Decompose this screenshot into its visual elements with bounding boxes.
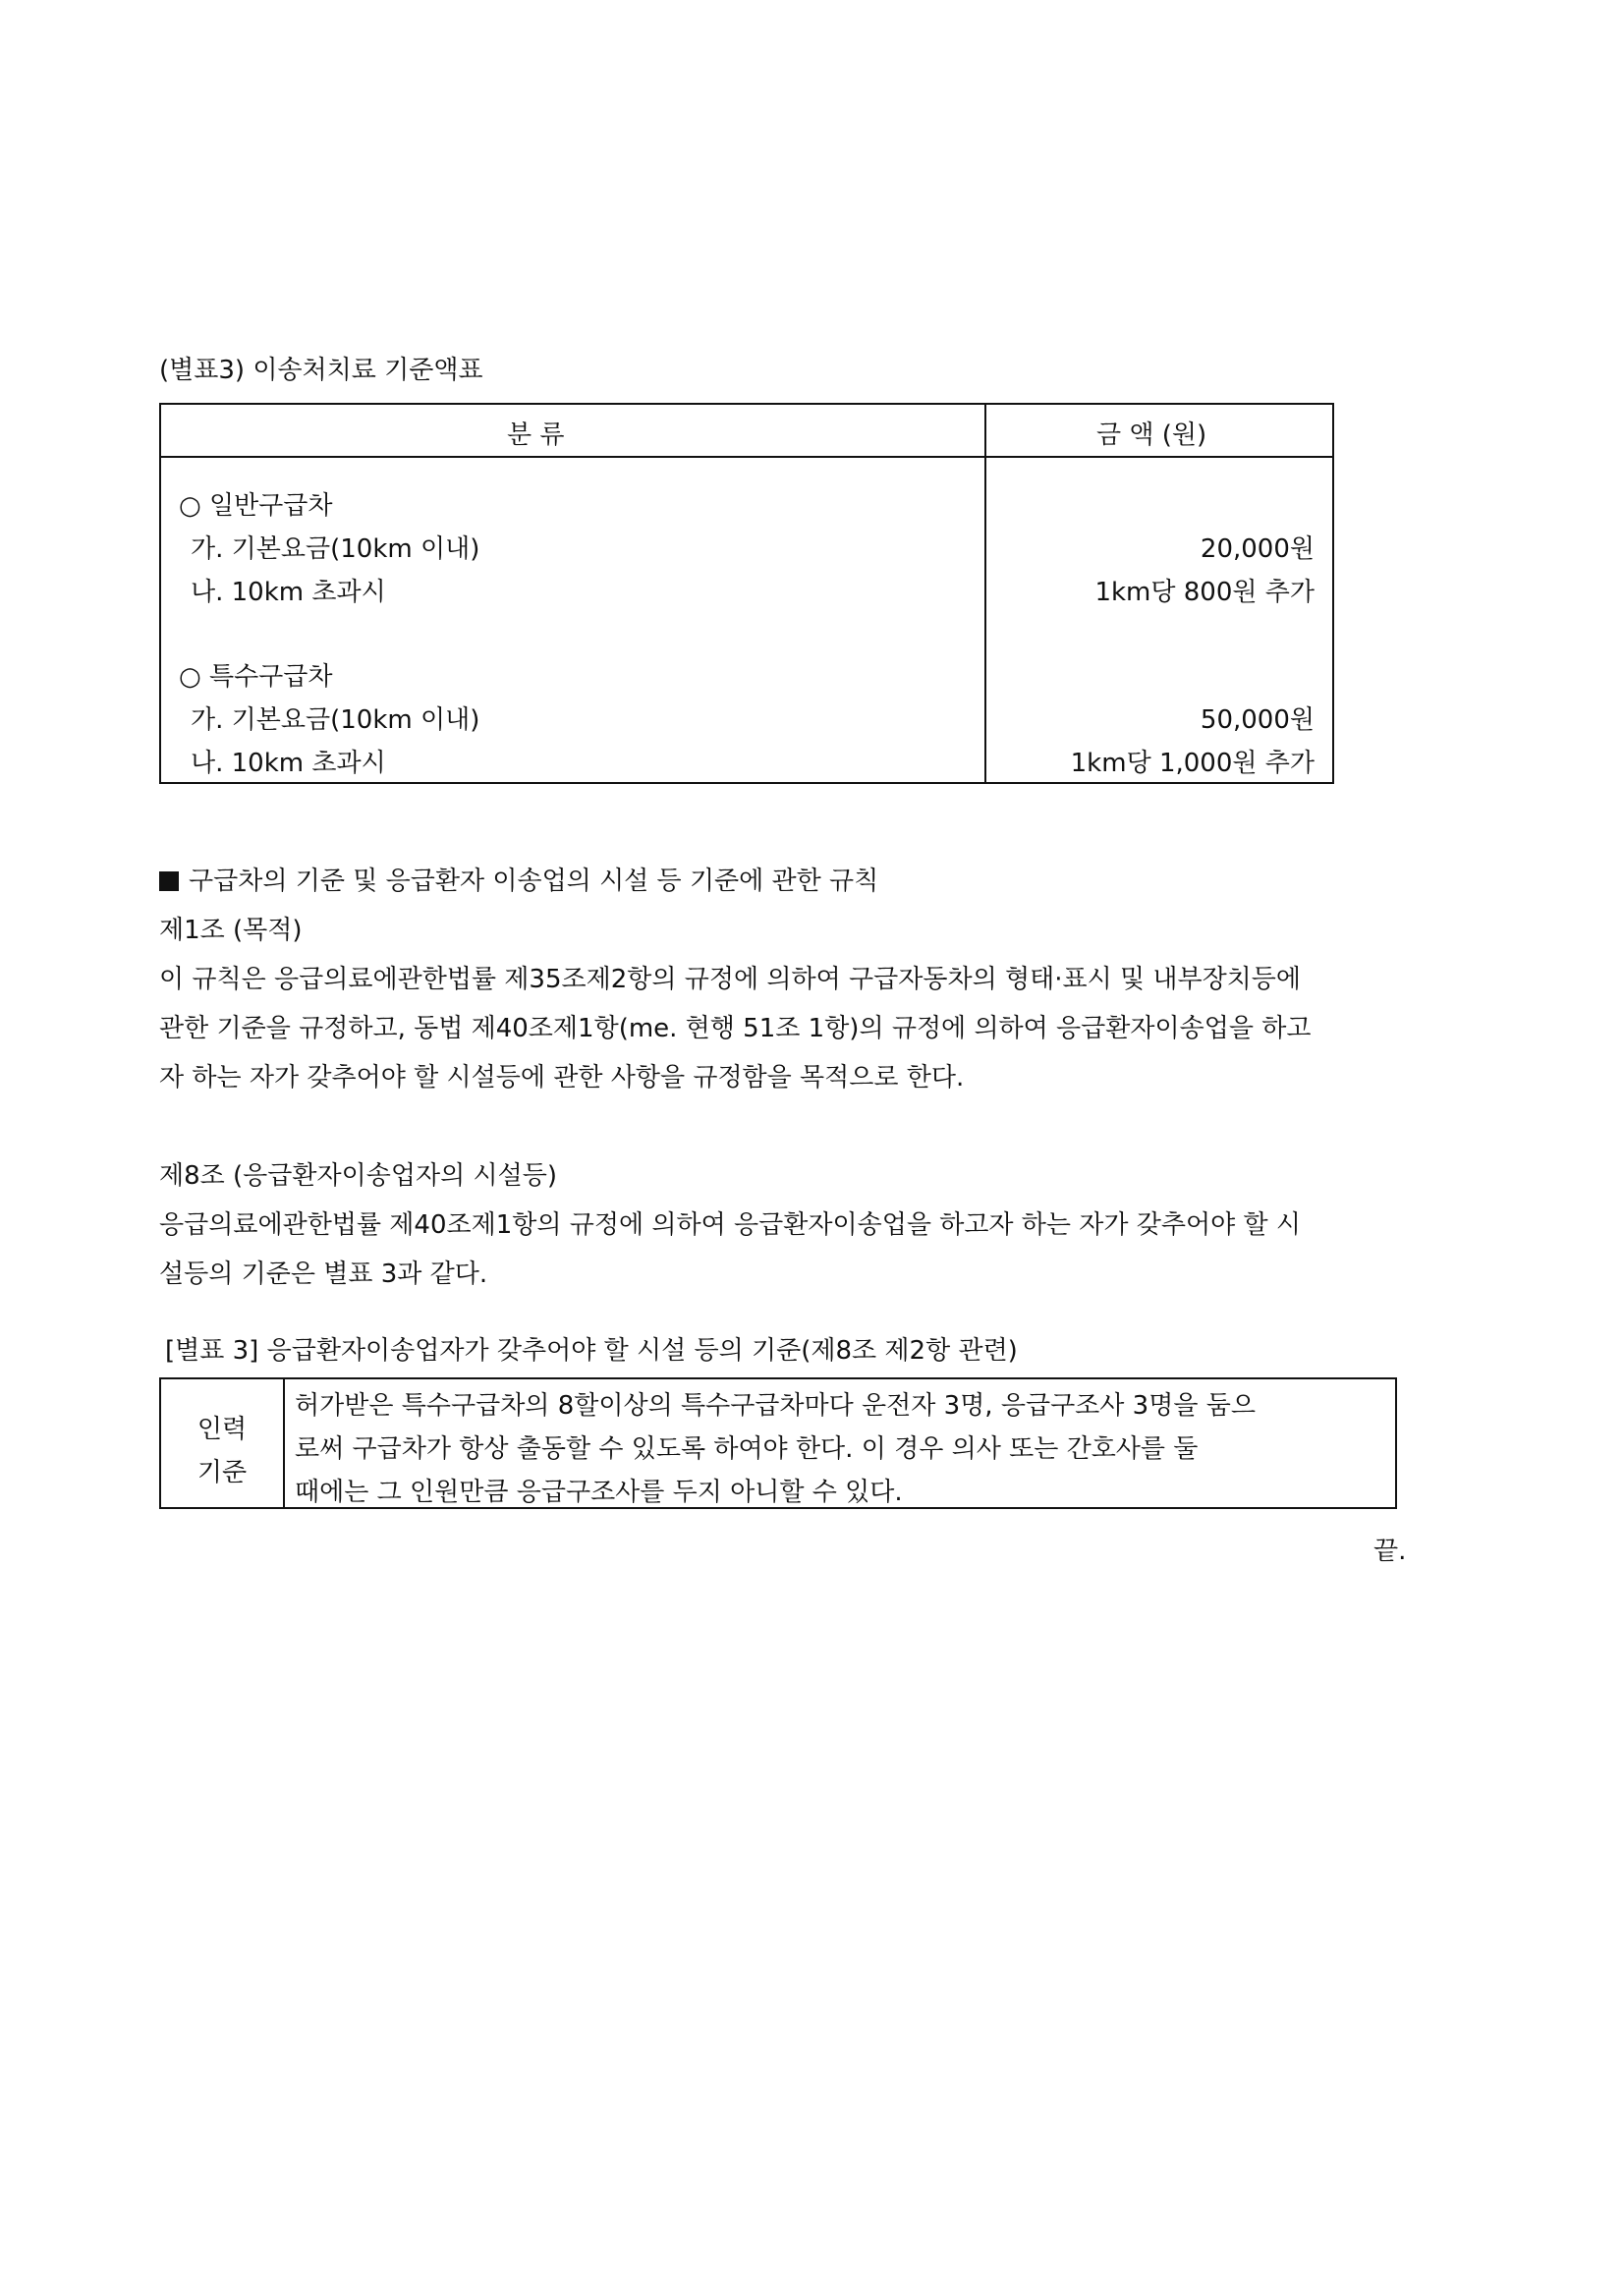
facility-label: 인력: [196, 1415, 248, 1444]
article1-line: 자 하는 자가 갖추어야 할 시설등에 관한 사항을 규정함을 목적으로 한다.: [159, 1063, 965, 1092]
row-label: 가. 기본요금(10km 이내): [191, 534, 480, 564]
article1-heading: 제1조 (목적): [159, 916, 303, 945]
end-mark: 끝.: [1373, 1537, 1407, 1566]
facility-table-divider: [283, 1379, 285, 1507]
row-label: 가. 기본요금(10km 이내): [191, 705, 480, 735]
row-label: 나. 10km 초과시: [191, 749, 386, 778]
facility-line: 때에는 그 인원만큼 응급구조사를 두지 아니할 수 있다.: [295, 1478, 903, 1507]
black-square-icon: [159, 871, 179, 891]
fee-table-divider: [984, 405, 986, 782]
header-category: 분 류: [507, 420, 565, 450]
group-name: ○ 특수구급차: [179, 662, 333, 692]
group-name: ○ 일반구급차: [179, 491, 333, 521]
header-amount: 금 액 (원): [1096, 420, 1207, 450]
row-label: 나. 10km 초과시: [191, 578, 386, 607]
facility-line: 허가받은 특수구급차의 8할이상의 특수구급차마다 운전자 3명, 응급구조사 3명을 둠으: [295, 1391, 1256, 1421]
facility-line: 로써 구급차가 항상 출동할 수 있도록 하여야 한다. 이 경우 의사 또는 간호사를 둘: [295, 1434, 1199, 1464]
annex3-title: (별표3) 이송처치료 기준액표: [159, 356, 483, 385]
article1-line: 이 규칙은 응급의료에관한법률 제35조제2항의 규정에 의하여 구급자동차의 형태·표시 및 내부장치등에: [159, 965, 1302, 994]
row-amount: 1km당 800원 추가: [1094, 578, 1315, 607]
article8-line: 응급의료에관한법률 제40조제1항의 규정에 의하여 응급환자이송업을 하고자 하는 자가 갖추어야 할 시: [159, 1210, 1302, 1240]
row-amount: 20,000원: [1200, 534, 1315, 564]
annex3-facility-title: [별표 3] 응급환자이송업자가 갖추어야 할 시설 등의 기준(제8조 제2항 관련): [165, 1336, 1018, 1366]
row-amount: 1km당 1,000원 추가: [1070, 749, 1315, 778]
rule-title-text: 구급차의 기준 및 응급환자 이송업의 시설 등 기준에 관한 규칙: [189, 867, 879, 896]
article8-line: 설등의 기준은 별표 3과 같다.: [159, 1260, 488, 1289]
article1-line: 관한 기준을 규정하고, 동법 제40조제1항(me. 현행 51조 1항)의 규정에 의하여 응급환자이송업을 하고: [159, 1014, 1312, 1043]
article8-heading: 제8조 (응급환자이송업자의 시설등): [159, 1161, 557, 1191]
fee-table: [159, 403, 1334, 784]
facility-label: 기준: [196, 1458, 248, 1487]
fee-table-header: [161, 405, 1332, 458]
facility-table: [159, 1377, 1397, 1509]
row-amount: 50,000원: [1200, 705, 1315, 735]
rule-title: [159, 861, 878, 897]
